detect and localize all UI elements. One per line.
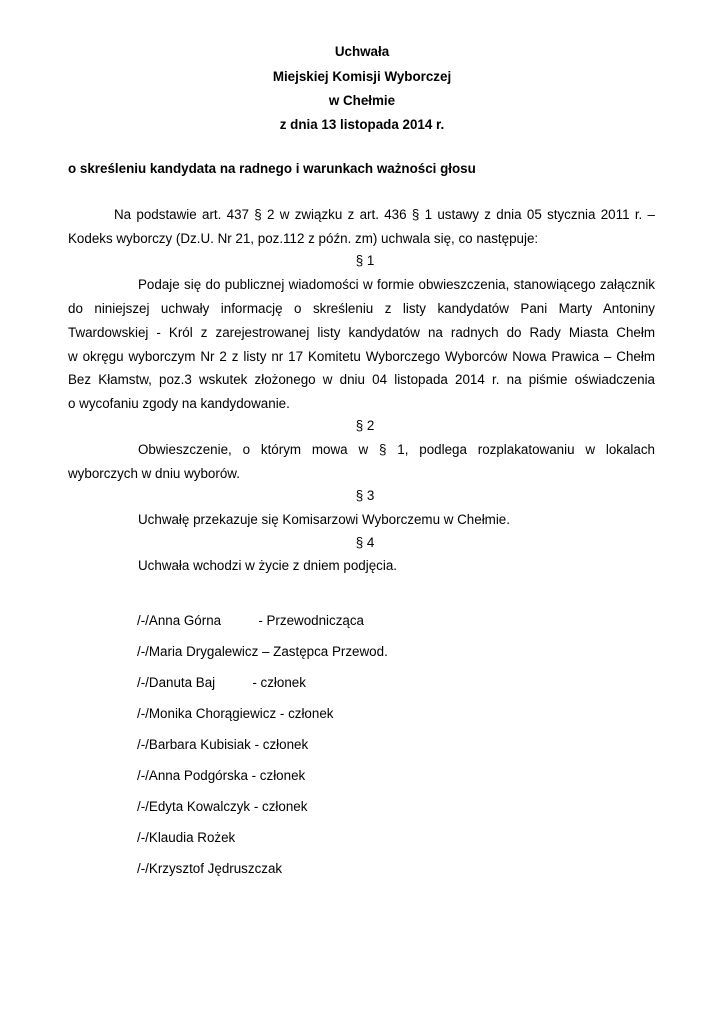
section-4-line: Uchwała wchodzi w życie z dniem podjęcia. [138, 558, 397, 573]
section-1-line: o wycofaniu zgody na kandydowanie. [68, 396, 290, 411]
title-line-2: Miejskiej Komisji Wyborczej [272, 69, 452, 84]
signature-danuta-baj: /-/Danuta Baj - członek [137, 675, 306, 690]
section-mark-3: § 3 [355, 488, 375, 503]
section-3-line: Uchwałę przekazuje się Komisarzowi Wyborczemu w Chełmie. [138, 512, 510, 527]
signature-monika-choragiewicz: /-/Monika Chorągiewicz - członek [137, 706, 334, 721]
section-1-line: do niniejszej uchwały informację o skreśleniu z listy kandydatów Pani Marty Antoniny [68, 301, 655, 316]
title-date: z dnia 13 listopada 2014 r. [279, 117, 445, 132]
signature-maria-drygalewicz: /-/Maria Drygalewicz – Zastępca Przewod. [137, 644, 388, 659]
section-1-line: w okręgu wyborczym Nr 2 z listy nr 17 Komitetu Wyborczego Wyborców Nowa Prawica – Chełm [68, 349, 655, 364]
section-1-line: Twardowskiej - Król z zarejestrowanej listy kandydatów na radnych do Rady Miasta Chełm [68, 325, 655, 340]
subject-line: o skreśleniu kandydata na radnego i warunkach ważności głosu [68, 161, 476, 176]
signature-anna-podgorska: /-/Anna Podgórska - członek [137, 768, 306, 783]
section-mark-2: § 2 [355, 418, 375, 433]
preamble-line-2: Kodeks wyborczy (Dz.U. Nr 21, poz.112 z późn. zm) uchwala się, co następuje: [68, 231, 539, 246]
section-1-line: Podaje się do publicznej wiadomości w formie obwieszczenia, stanowiącego załącznik [138, 277, 655, 292]
signature-anna-gorna: /-/Anna Górna - Przewodnicząca [137, 613, 364, 628]
section-2-line: Obwieszczenie, o którym mowa w § 1, podlega rozplakatowaniu w lokalach [138, 442, 655, 457]
section-mark-4: § 4 [355, 535, 375, 550]
section-mark-1: § 1 [355, 253, 375, 268]
title-line-1: Uchwała [334, 44, 390, 59]
signature-barbara-kubisiak: /-/Barbara Kubisiak - członek [137, 737, 309, 752]
preamble-line-1: Na podstawie art. 437 § 2 w związku z art. 436 § 1 ustawy z dnia 05 stycznia 2011 r. – [114, 207, 655, 222]
section-2-line: wyborczych w dniu wyborów. [68, 466, 240, 481]
section-1-line: Bez Kłamstw, poz.3 wskutek złożonego w dniu 04 listopada 2014 r. na piśmie oświadczenia [68, 372, 655, 387]
title-line-3: w Chełmie [328, 93, 396, 108]
signature-edyta-kowalczyk: /-/Edyta Kowalczyk - członek [137, 799, 308, 814]
signature-krzysztof-jedruszczak: /-/Krzysztof Jędruszczak [137, 861, 283, 876]
signature-klaudia-rozek: /-/Klaudia Rożek [137, 830, 236, 845]
